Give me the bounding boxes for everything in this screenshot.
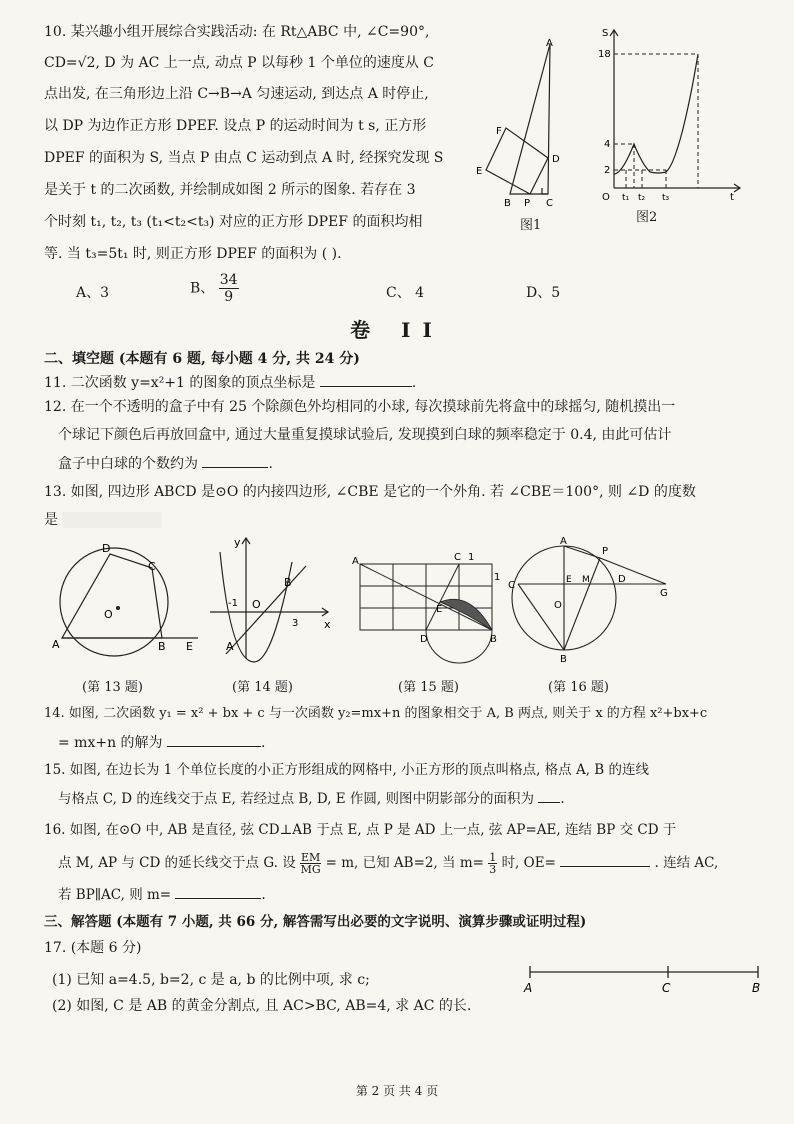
fig2-label-t: t <box>730 192 734 203</box>
fig1-label-e: E <box>476 166 483 177</box>
q15-text: 与格点 C, D 的连线交于点 E, 若经过点 B, D, E 作圆, 则图中阴影部分的面积为 <box>58 791 535 807</box>
q16-frac2-num: 1 <box>489 851 497 864</box>
fig1-label-f: F <box>496 126 502 137</box>
q13-text: 是 <box>44 512 58 528</box>
q10-line-1: 10. 某兴趣小组开展综合实践活动: 在 Rt△ABC 中, ∠C=90°, <box>44 24 430 40</box>
fig1-label-c: C <box>546 198 553 209</box>
q17-seg-label-a: A <box>524 981 533 995</box>
fig1-label-b: B <box>504 198 511 209</box>
q10-line-8: 等. 当 t₃=5t₁ 时, 则正方形 DPEF 的面积为 ( ). <box>44 246 342 262</box>
q10-line-4: 以 DP 为边作正方形 DPEF. 设点 P 的运动时间为 t s, 正方形 <box>44 118 427 134</box>
q12-line-3: 盒子中白球的个数约为 . <box>58 453 273 474</box>
choice-b <box>190 272 239 305</box>
q17-seg-label-b: B <box>752 981 761 995</box>
fig13-label-d: D <box>102 542 111 555</box>
q11-text: 11. 二次函数 y=x²+1 的图象的顶点坐标是 <box>44 375 316 391</box>
q15-line-1: 15. 如图, 在边长为 1 个单位长度的小正方形组成的网格中, 小正方形的顶点叫格点, 格点 A, B 的连线 <box>44 762 650 778</box>
q16-text-b: = m, 已知 AB=2, 当 m= <box>325 855 484 871</box>
fig16-label-m: M <box>582 575 590 585</box>
fig13-label-e: E <box>186 640 193 653</box>
fig15-label-a: A <box>352 556 359 567</box>
fig15-label-c: C <box>454 552 461 563</box>
choice-c: C、 4 <box>386 285 425 301</box>
fig2-label-t3: t₃ <box>662 193 670 203</box>
q15-answer-blank[interactable] <box>538 788 560 803</box>
q13-line-2 <box>44 510 162 530</box>
q14-line-1: 14. 如图, 二次函数 y₁ = x² + bx + c 与一次函数 y₂=mx+n 的图象相交于 A, B 两点, 则关于 x 的方程 x²+bx+c <box>44 706 708 721</box>
q17-seg-label-c: C <box>662 981 671 995</box>
choice-b-num: 34 <box>219 272 238 288</box>
q10-figure-1 <box>472 34 582 210</box>
q12-line-1: 12. 在一个不透明的盒子中有 25 个除颜色外均相同的小球, 每次摸球前先将盒中的球摇匀, 随机摸出一 <box>44 399 676 415</box>
fig2-label-o: O <box>602 192 610 203</box>
q11: 11. 二次函数 y=x²+1 的图象的顶点坐标是 . <box>44 372 416 393</box>
choice-a: A、3 <box>76 285 110 301</box>
q10-figure-2 <box>598 24 748 204</box>
fig14-label-x: x <box>324 618 331 631</box>
q17-segment-figure <box>516 958 770 998</box>
q16-frac-num: EM <box>301 851 321 864</box>
q16-m-blank[interactable] <box>175 884 261 899</box>
fig14-label-a: A <box>226 640 234 653</box>
fig15-label-e: E <box>436 604 443 615</box>
q16-line-2 <box>58 852 718 875</box>
fig1-caption: 图1 <box>520 218 542 233</box>
q12-text: 盒子中白球的个数约为 <box>58 456 198 472</box>
q14-figure <box>206 532 336 666</box>
q10-line-3: 点出发, 在三角形边上沿 C→B→A 匀速运动, 到达点 A 时停止, <box>44 86 429 102</box>
fig13-label-a: A <box>52 638 60 651</box>
fig14-label-b: B <box>284 576 292 589</box>
part2-header: 二、填空题 (本题有 6 题, 每小题 4 分, 共 24 分) <box>44 351 360 367</box>
q11-answer-blank[interactable] <box>320 372 412 387</box>
q14-text: = mx+n 的解为 <box>58 735 163 751</box>
q16-frac-den: MG <box>300 863 321 876</box>
caption-q14: (第 14 题) <box>232 680 293 695</box>
fig15-label-b: B <box>490 634 497 645</box>
fig2-label-t2: t₂ <box>638 193 646 203</box>
fig16-label-g: G <box>660 588 668 599</box>
q16-line-3: 若 BP∥AC, 则 m= . <box>58 884 266 905</box>
q13-line-1: 13. 如图, 四边形 ABCD 是⊙O 的内接四边形, ∠CBE 是它的一个外角. 若 ∠CBE＝100°, 则 ∠D 的度数 <box>44 484 696 500</box>
choice-b-den: 9 <box>224 289 234 305</box>
q16-text-d: . 连结 AC, <box>654 855 719 871</box>
section-title: 卷 II <box>350 318 444 342</box>
fig15-shaded-region <box>440 599 492 630</box>
q16-line-1: 16. 如图, 在⊙O 中, AB 是直径, 弦 CD⊥AB 于点 E, 点 P 是 AD 上一点, 弦 AP=AE, 连结 BP 交 CD 于 <box>44 822 677 838</box>
page-footer: 第 2 页 共 4 页 <box>355 1084 439 1098</box>
fig13-label-o: O <box>104 608 113 621</box>
q10-line-6: 是关于 t 的二次函数, 并绘制成如图 2 所示的图象. 若存在 3 <box>44 182 416 198</box>
q12-answer-blank[interactable] <box>202 453 268 468</box>
fig16-label-p: P <box>602 546 609 557</box>
fig1-label-p: P <box>524 198 531 209</box>
q14-answer-blank[interactable] <box>167 732 261 747</box>
q15-figure <box>350 550 500 670</box>
fig16-label-e: E <box>566 575 572 585</box>
q13-answer-blank[interactable] <box>62 512 162 528</box>
caption-q13: (第 13 题) <box>82 680 143 695</box>
choice-b-label: B、 <box>190 280 215 297</box>
q17-part2: (2) 如图, C 是 AB 的黄金分割点, 且 AC>BC, AB=4, 求 AC 的长. <box>52 998 472 1014</box>
fig14-label-o: O <box>252 598 261 611</box>
caption-q15: (第 15 题) <box>398 680 459 695</box>
q10-line-7: 个时刻 t₁, t₂, t₃ (t₁<t₂<t₃) 对应的正方形 DPEF 的面积均相 <box>44 214 423 230</box>
fig16-label-d: D <box>618 574 626 585</box>
q16-text-c: 时, OE= <box>501 855 556 871</box>
fig2-caption: 图2 <box>636 210 658 225</box>
fig2-label-t1: t₁ <box>622 193 630 203</box>
fig2-label-18: 18 <box>598 49 611 60</box>
fig2-label-4: 4 <box>604 139 611 150</box>
fig15-label-1-side: 1 <box>494 572 500 583</box>
part3-header: 三、解答题 (本题有 7 小题, 共 66 分, 解答需写出必要的文字说明、演算步骤或证明过程) <box>44 914 587 930</box>
fig1-label-a: A <box>546 38 553 49</box>
choice-d: D、5 <box>526 285 561 301</box>
q17-title: 17. (本题 6 分) <box>44 940 142 956</box>
fig15-label-1-top: 1 <box>468 552 475 563</box>
caption-q16: (第 16 题) <box>548 680 609 695</box>
q16-oe-blank[interactable] <box>560 852 650 867</box>
q16-text-a: 点 M, AP 与 CD 的延长线交于点 G. 设 <box>58 855 296 871</box>
q17-part1: (1) 已知 a=4.5, b=2, c 是 a, b 的比例中项, 求 c; <box>52 972 370 988</box>
fig14-label-neg1: -1 <box>228 598 238 609</box>
q16-text-e: 若 BP∥AC, 则 m= <box>58 887 172 903</box>
q16-figure <box>504 534 674 666</box>
fig16-label-a: A <box>560 536 567 547</box>
q10-line-2: CD=√2, D 为 AC 上一点, 动点 P 以每秒 1 个单位的速度从 C <box>44 55 434 71</box>
fig14-label-y: y <box>234 536 241 549</box>
q14-line-2: = mx+n 的解为 . <box>58 732 265 753</box>
fig16-label-c: C <box>508 580 515 591</box>
q15-line-2: 与格点 C, D 的连线交于点 E, 若经过点 B, D, E 作圆, 则图中阴影部分的面积为 . <box>58 788 565 809</box>
fig1-label-d: D <box>552 154 560 165</box>
q10-line-5: DPEF 的面积为 S, 当点 P 由点 C 运动到点 A 时, 经探究发现 S <box>44 150 444 166</box>
fig15-label-d: D <box>420 634 428 645</box>
q13-figure <box>48 540 208 660</box>
fig16-label-b: B <box>560 654 567 665</box>
fig2-label-s: S <box>602 28 609 39</box>
fig16-label-o: O <box>554 600 562 611</box>
q12-line-2: 个球记下颜色后再放回盒中, 通过大量重复摸球试验后, 发现摸到白球的频率稳定于 0.4, 由此可估计 <box>58 427 672 443</box>
fig2-label-2: 2 <box>604 165 611 176</box>
fig13-label-c: C <box>148 560 156 573</box>
q16-frac2-den: 3 <box>489 863 497 876</box>
fig14-label-3: 3 <box>292 618 299 629</box>
fig13-label-b: B <box>158 640 166 653</box>
